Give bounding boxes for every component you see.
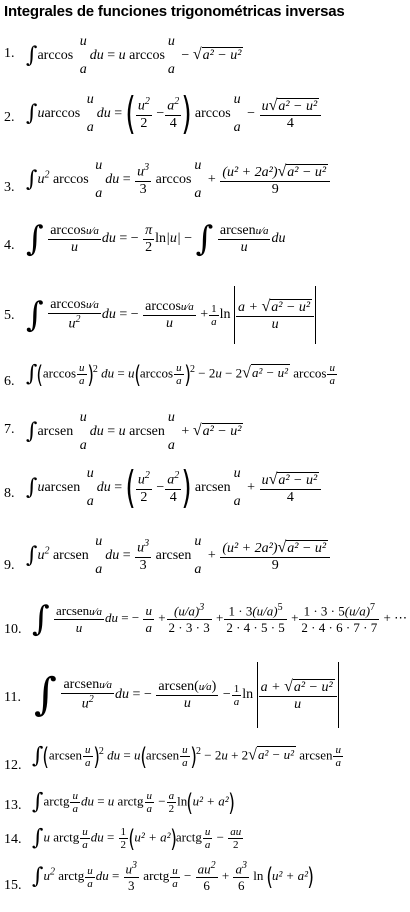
formula-6: 6. ∫(arccos $\frac{u}{a}$ )$^2$ du = u(arccos $\frac{u}{a}$ )$^2$ − 2u − 2√a² − u² arccos $\frac{u}{a}$	[4, 360, 335, 389]
formula-number: 12.	[4, 758, 22, 773]
formula-5: 5. ∫ $\frac{\arccos u⁄a}{u^2}$ du = − $\frac{\arccos u⁄a}{u}$ + $\frac{1}{a}$ ln $\frac{\text{a + √a² − u²}}{u}$	[0, 284, 410, 348]
formula-3: 3. $\int u^2$ arccos u a du = $\frac{u^3}{3}$ arccos u a + $\frac{\text{(u² + 2a²)√a² − u²}}{9}$	[0, 158, 410, 212]
formula-number: 6.	[4, 374, 15, 389]
formula-number: 4.	[4, 238, 15, 253]
formula-11: 11. ∫ $\frac{\text{arcsenu⁄a}}{u^2}$ du = − $\frac{\text{arcsen(u⁄a)}}{u}$ − $\frac{1}{a}$ ln $\frac{\text{a + √a² − u²}}{u}$	[0, 660, 410, 738]
formula-9: 9. $\int u^2$ arcsen u a du = $\frac{u^3}{3}$ arcsen u a + $\frac{\text{(u² + 2a²)√a² − u²}}{9}$	[0, 534, 410, 590]
formula-2: 2. ∫uarccos u a du = ( $\frac{u^2}{2}$ − $\frac{a^2}{4}$ ) arccos u a − $\frac{\text{u√a² − u²}}{4}$	[0, 92, 410, 146]
formula-number: 1.	[4, 46, 15, 61]
formula-number: 2.	[4, 110, 15, 125]
formula-12: 12. ∫(arcsen $\frac{u}{a}$ )$^2$ du = u(arcsen $\frac{u}{a}$ )$^2$ − 2u + 2√a² − u² arcsen $\frac{u}{a}$	[4, 742, 341, 773]
formula-1: 1. ∫arccos u a du = u arccos u a − √a² − u²	[4, 34, 242, 77]
formula-number: 3.	[4, 180, 15, 195]
formula-8: 8. ∫uarcsen u a du = ( $\frac{u^2}{2}$ − $\frac{a^2}{4}$ ) arcsen u a + $\frac{\text{u√a² − u²}}{4}$	[0, 466, 410, 522]
formula-number: 10.	[4, 622, 22, 637]
formula-13: 13. ∫arctg $\frac{u}{a}$ du = u arctg $\frac{u}{a}$ − $\frac{a}{2}$ ln(u² + a²)	[4, 788, 235, 817]
formula-number: 14.	[4, 832, 22, 847]
formula-7: 7. ∫arcsen u a du = u arcsen u a + √a² − u²	[4, 410, 242, 453]
formula-number: 11.	[4, 690, 21, 705]
formula-number: 13.	[4, 798, 22, 813]
formula-number: 9.	[4, 558, 15, 573]
formula-15: 15. $\int u^2$ arctg $\frac{u}{a}$ du = $\frac{u^3}{3}$ arctg $\frac{u}{a}$ − $\frac{au^2}{6}$ + $\frac{a^3}{6}$ ln (u² + a²)	[4, 860, 315, 894]
formula-number: 7.	[4, 422, 15, 437]
formula-number: 8.	[4, 486, 15, 501]
page-title: Integrales de funciones trigonométricas inversas	[4, 3, 345, 20]
formula-number: 5.	[4, 308, 15, 323]
formula-number: 15.	[4, 878, 22, 893]
formula-10: 10. ∫ $\frac{\text{arcsenu⁄a}}{u}$ du = − $\frac{u}{a}$ + $\frac{(u/a)^3}{2 \cdot 3 \cdot 3}$ + $\frac{1 \cdot 3(u/a)^5}{2 \cdot 4 \cdot 5 \cdot 5}$ + $\frac{1 \cdot 3 \cdot 5(u/a)^7}{2 \cdot 4 \cdot 6 \cdot 7 \cdot 7}$ + ⋯	[4, 599, 408, 640]
formula-14: 14. ∫u arctg $\frac{u}{a}$ du = $\frac{1}{2}$ (u² + a²)arctg $\frac{u}{a}$ − $\frac{au}{2}$	[4, 824, 242, 853]
formula-4: 4. ∫ $\frac{\arccos u⁄a}{u}$ du = − $\frac{\pi}{2}$ ln|u| − ∫ $\frac{\text{arcsenu⁄a}}{u}$ du	[4, 219, 286, 259]
